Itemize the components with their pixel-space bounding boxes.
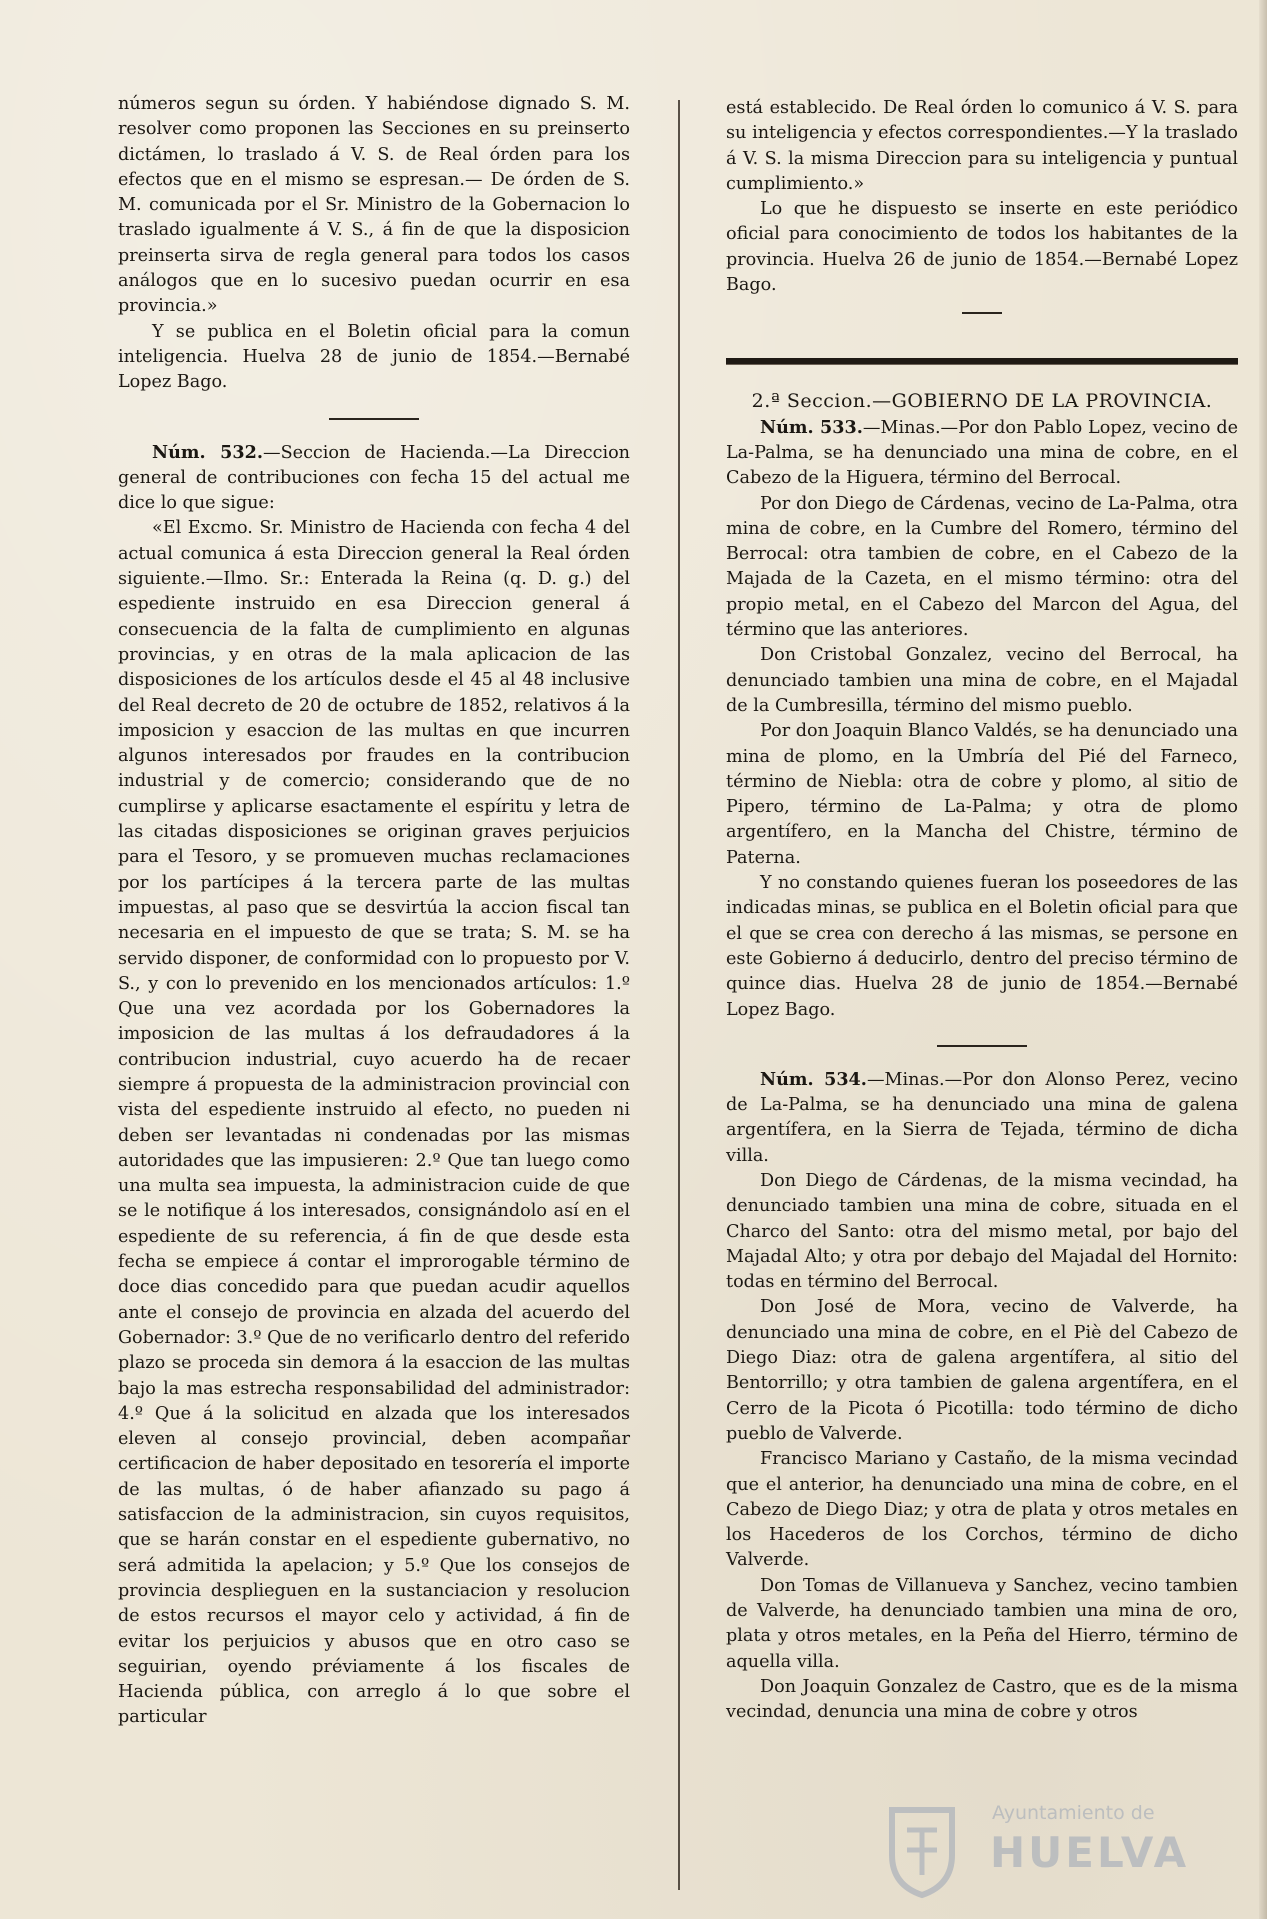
notice-534-number: Núm. 534. — [760, 1068, 867, 1090]
section-divider-rule — [726, 358, 1238, 365]
notice-533-number: Núm. 533. — [760, 416, 863, 438]
notice-532-heading — [118, 440, 630, 517]
section-heading: 2.ª Seccion.—GOBIERNO DE LA PROVINCIA. — [751, 390, 1213, 413]
notice-533-paragraph-5: Y no constando quienes fueran los poseedores de las indicadas minas, se publica en el Boletin oficial para que el que se crea con derecho á las mismas, se persone en este Gobierno á deducirlo, dentro del preciso término de quince dias. Huelva 28 de junio de 1854.—Bernabé Lopez Bago. — [726, 873, 1238, 1020]
notice-532-body: «El Excmo. Sr. Ministro de Hacienda con fecha 4 del actual comunica á esta Direccion general la Real órden siguiente.—Ilmo. Sr.: Enterada la Reina (q. D. g.) del espediente instruido en esa Direccion general á consecuencia de la falta de cumplimiento en algunas provincias, y en otras de la mala aplicacion de las disposiciones de los artículos desde el 45 al 48 inclusive del Real decreto de 20 de octubre de 1852, relativos á la imposicion y esaccion de las multas en que incurren algunos interesados por fraudes en la contribucion industrial y de comercio; considerando que de no cumplirse y aplicarse esactamente el espíritu y letra de las citadas disposiciones se originan graves perjuicios para el Tesoro, y se promueven muchas reclamaciones por los partícipes á la tercera parte de las multas impuestas, al paso que se desvirtúa la accion fiscal tan necesaria en el impuesto de que se trata; S. M. se ha servido disponer, de conformidad con lo propuesto por V. S., y con lo prevenido en los mencionados artículos: 1.º Que una vez acordada por los Gobernadores la imposicion de las multas á los defraudadores á la contribucion industrial, cuyo acuerdo ha de recaer siempre á propuesta de la administracion provincial con vista del espediente instruido al efecto, no pueden ni deben ser levantadas ni condenadas por las mismas autoridades que las impusieren: 2.º Que tan luego como una multa sea impuesta, la administracion cuide de que se le notifique á los interesados, consignándolo así en el espediente de su referencia, á fin de que desde esta fecha se empiece á contar el improrogable término de doce dias concedido para que puedan acudir aquellos ante el consejo de provincia en alzada del acuerdo del Gobernador: 3.º Que de no verificarlo dentro del referido plazo se proceda sin demora á la esaccion de las multas bajo la mas estrecha responsabilidad del administrador: 4.º Que á la solicitud en alzada que los interesados eleven al consejo provincial, deben acompañar certificacion de haber depositado en tesorería el importe de las multas, ó de haber afianzado su pago á satisfaccion de la administracion, sin cuyos requisitos, que se harán constar en el espediente gubernativo, no será admitida la apelacion; y 5.º Que los consejos de provincia desplieguen en la sustanciacion y resolucion de estos recursos el mayor celo y actividad, á fin de evitar los perjuicios y abusos que en otro caso se seguirian, oyendo préviamente á los fiscales de Hacienda pública, con arreglo á lo que sobre el particular — [118, 518, 630, 1728]
left-intro-paragraph-1: números segun su órden. Y habiéndose dignado S. M. resolver como proponen las Secciones en su preinserto dictámen, lo traslado á V. S. de Real órden para los efectos que en el mismo se espresan.— De órden de S. M. comunicada por el Sr. Ministro de la Gobernacion lo traslado igualmente á V. S., á fin de que la disposicion preinserta sirva de regla general para todos los casos análogos que en lo sucesivo puedan ocurrir en esa provincia.» — [118, 94, 630, 317]
short-divider-rule-2 — [937, 1045, 1027, 1047]
small-ornament-rule — [962, 312, 1002, 314]
archive-watermark — [872, 1800, 1202, 1900]
right-column — [726, 96, 1238, 1726]
notice-534-paragraph-4: Francisco Mariano y Castaño, de la misma vecindad que el anterior, ha denunciado una mina de cobre, en el Cabezo de Diego Diaz; y otra de plata y otros metales en los Hacederos de los Corchos, término de dicho Valverde. — [726, 1449, 1238, 1571]
notice-533-paragraph-2: Por don Diego de Cárdenas, vecino de La-Palma, otra mina de cobre, en la Cumbre del Romero, término del Berrocal: otra tambien de cobre, en el Cabezo de la Majada de la Cazeta, en el mismo término: otra del propio metal, en el Cabezo del Marcon del Agua, del término que las anteriores. — [726, 493, 1238, 641]
notice-534-paragraph-1 — [726, 1067, 1238, 1169]
notice-534-paragraph-6: Don Joaquin Gonzalez de Castro, que es de la misma vecindad, denuncia una mina de cobre y otros — [726, 1676, 1238, 1723]
left-intro-paragraph-2: Y se publica en el Boletin oficial para la comun inteligencia. Huelva 28 de junio de 1854.—Bernabé Lopez Bago. — [118, 321, 630, 393]
city-shield-icon — [872, 1800, 972, 1900]
left-column — [118, 92, 630, 1731]
notice-533-paragraph-1 — [726, 415, 1238, 492]
notice-534-text-1: —Minas.—Por don Alonso Perez, vecino de La-Palma, se ha denunciado una mina de galena argentífera, en la Sierra de Tejada, término de dicha villa. — [726, 1069, 1239, 1166]
notice-534-paragraph-5: Don Tomas de Villanueva y Sanchez, vecino tambien de Valverde, ha denunciado tambien una mina de oro, plata y otros metales, en la Peña del Hierro, término de aquella villa. — [726, 1575, 1238, 1672]
notice-534-paragraph-2: Don Diego de Cárdenas, de la misma vecindad, ha denunciado tambien una mina de cobre, situada en el Charco del Santo: otra del mismo metal, por bajo del Majadal Alto; y otra por debajo del Majadal del Hornito: todas en término del Berrocal. — [726, 1170, 1238, 1293]
column-divider — [678, 100, 680, 1890]
watermark-top-text: Ayuntamiento de — [992, 1802, 1155, 1824]
notice-533-paragraph-3: Don Cristobal Gonzalez, vecino del Berrocal, ha denunciado tambien una mina de cobre, en el Majadal de la Cumbresilla, término del mismo pueblo. — [726, 645, 1238, 716]
watermark-main-text: HUELVA — [990, 1828, 1190, 1877]
short-divider-rule — [329, 418, 419, 420]
notice-534-paragraph-3: Don José de Mora, vecino de Valverde, ha denunciado una mina de cobre, en el Piè del Cabezo de Diego Diaz: otra de galena argentífera, al sitio del Bentorrillo; y otra tambien de galena argentífera, en el Cerro de la Picota ó Picotilla: todo término de dicho pueblo de Valverde. — [726, 1297, 1238, 1444]
notice-533-text-1: —Minas.—Por don Pablo Lopez, vecino de La-Palma, se ha denunciado una mina de cobre, en el Cabezo de la Higuera, término del Berrocal. — [726, 417, 1238, 489]
page-edge-shadow — [1259, 0, 1267, 1919]
right-intro-paragraph-2: Lo que he dispuesto se inserte en este periódico oficial para conocimiento de todos los habitantes de la provincia. Huelva 26 de junio de 1854.—Bernabé Lopez Bago. — [726, 199, 1238, 296]
notice-532-heading-text: —Seccion de Hacienda.—La Direccion general de contribuciones con fecha 15 del actual me dice lo que sigue: — [118, 442, 631, 514]
right-intro-paragraph-1: está establecido. De Real órden lo comunico á V. S. para su inteligencia y efectos correspondientes.—Y la traslado á V. S. la misma Direccion para su inteligencia y puntual cumplimiento.» — [726, 98, 1238, 194]
notice-533-paragraph-4: Por don Joaquin Blanco Valdés, se ha denunciado una mina de plomo, en la Umbría del Pié del Farneco, término de Niebla: otra de cobre y plomo, al sitio de Pipero, término de La-Palma; y otra de plomo argentífero, en la Mancha del Chistre, término de Paterna. — [726, 721, 1238, 868]
notice-532-number: Núm. 532. — [152, 441, 264, 463]
